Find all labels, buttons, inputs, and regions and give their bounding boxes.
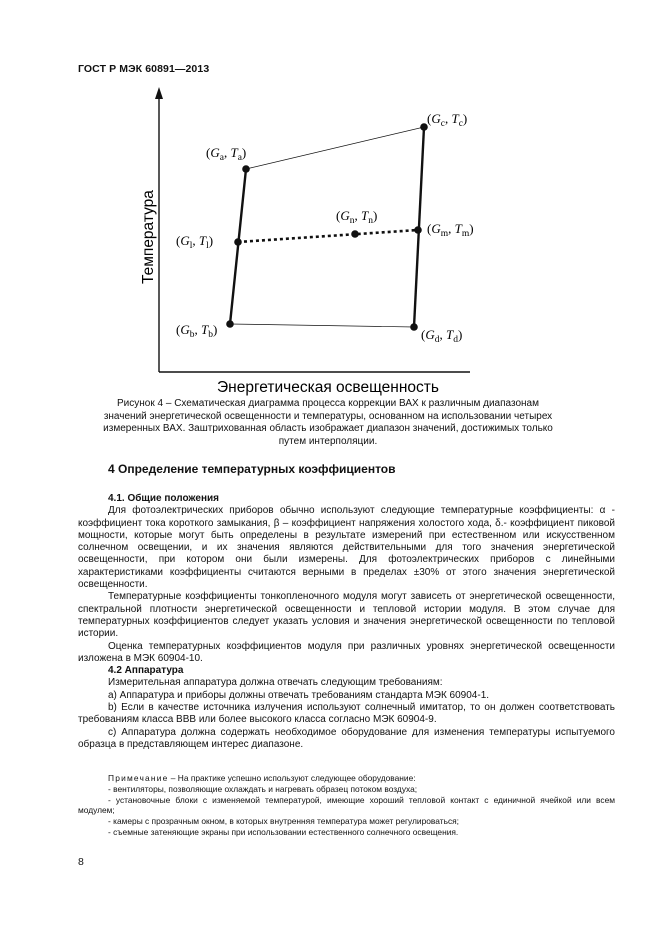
y-axis-title: Температура [140, 190, 157, 284]
note-item: - съемные затеняющие экраны при использовании естественного солнечного освещения. [108, 826, 459, 837]
section-heading: 4 Определение температурных коэффициентов [108, 462, 396, 476]
label-n: ($G_n$, $T_n$) [336, 208, 378, 226]
label-l: ($G_l$, $T_l$) [176, 233, 214, 251]
x-axis-title: Энергетическая освещенность [217, 379, 439, 396]
edge-b-d [230, 324, 414, 327]
list-item-b: b) Если в качестве источника излучения используют солнечный имитатор, то он должен соответствовать требованиям класса ВВВ или более высокого класса согласно МЭК 60904-9. [78, 702, 615, 726]
label-m: ($G_m$, $T_m$) [427, 221, 474, 239]
subsection-heading-4-2: 4.2 Аппаратура [108, 665, 184, 677]
label-d: ($G_d$, $T_d$) [421, 327, 463, 345]
correction-diagram [0, 0, 661, 400]
edge-a-c [246, 127, 424, 169]
section-4-1 [78, 493, 615, 751]
note-label: Примечание [108, 773, 169, 783]
interp-line [238, 230, 418, 242]
paragraph: Оценка температурных коэффициентов модуля при различных уровнях энергетической освещенности изложена в МЭК 60904-10. [78, 640, 615, 664]
point-n [351, 230, 359, 238]
note-block [78, 773, 615, 838]
label-c: ($G_c$, $T_c$) [427, 111, 468, 129]
edge-a-b [230, 169, 246, 324]
y-axis-arrow [155, 87, 163, 99]
list-item-c: с) Аппаратура должна содержать необходимое оборудование для изменения температуры испытуемого образца в представляющем интерес диапазоне. [78, 726, 615, 750]
paragraph: Измерительная аппаратура должна отвечать следующим требованиям: [108, 677, 443, 689]
note-item: - установочные блоки с изменяемой температурой, имеющие хороший тепловой контакт с единичной ячейкой или всем модулем; [78, 794, 615, 816]
label-b: ($G_b$, $T_b$) [176, 322, 218, 340]
label-a: ($G_a$, $T_a$) [206, 145, 247, 163]
subsection-heading-4-1: 4.1. Общие положения [108, 493, 219, 504]
note-intro: – На практике успешно используют следующее оборудование: [168, 773, 416, 783]
point-a [242, 165, 250, 173]
note-item: - камеры с прозрачным окном, в которых внутренняя температура может регулироваться; [108, 816, 459, 827]
point-d [410, 323, 418, 331]
page-number: 8 [78, 856, 84, 868]
point-m [414, 226, 422, 234]
paragraph: Для фотоэлектрических приборов обычно используют следующие температурные коэффициенты: α - коэффициент тока короткого замыкания, β – коэффициент напряжения холостого хода, δ.- коэффициент пиковой мощности, которые могут быть определены в результате измерений при естественном или искусственном солнечном освещении, и их значения являются действительными для того значения энергетической освещенности, при котором они были измерены. Для фотоэлектрических приборов с линейными характеристиками коэффициенты считаются верными в пределах ±30% от этого значения энергетической освещенности. [78, 505, 615, 591]
list-item-a: а) Аппаратура и приборы должны отвечать требованиям стандарта МЭК 60904-1. [108, 689, 490, 701]
paragraph: Температурные коэффициенты тонкопленочного модуля могут зависеть от энергетической освещенности, спектральной плотности энергетической освещенности и тепловой истории модуля. В этом случае для температурных коэффициентов следует указать условия и значения энергетической освещенности по тепловой истории. [78, 591, 615, 640]
point-l [234, 238, 242, 246]
figure-caption: Рисунок 4 – Схематическая диаграмма процесса коррекции ВАХ к различным диапазонам значений энергетической освещенности и температуры, основанном на использовании четырех измеренных ВАХ. Заштрихованная область изображает диапазон значений, достижимых только путем интерполяции. [103, 398, 553, 447]
document-header: ГОСТ Р МЭК 60891—2013 [78, 63, 210, 75]
note-item: - вентиляторы, позволяющие охлаждать и нагревать образец потоком воздуха; [108, 783, 418, 794]
point-b [226, 320, 234, 328]
